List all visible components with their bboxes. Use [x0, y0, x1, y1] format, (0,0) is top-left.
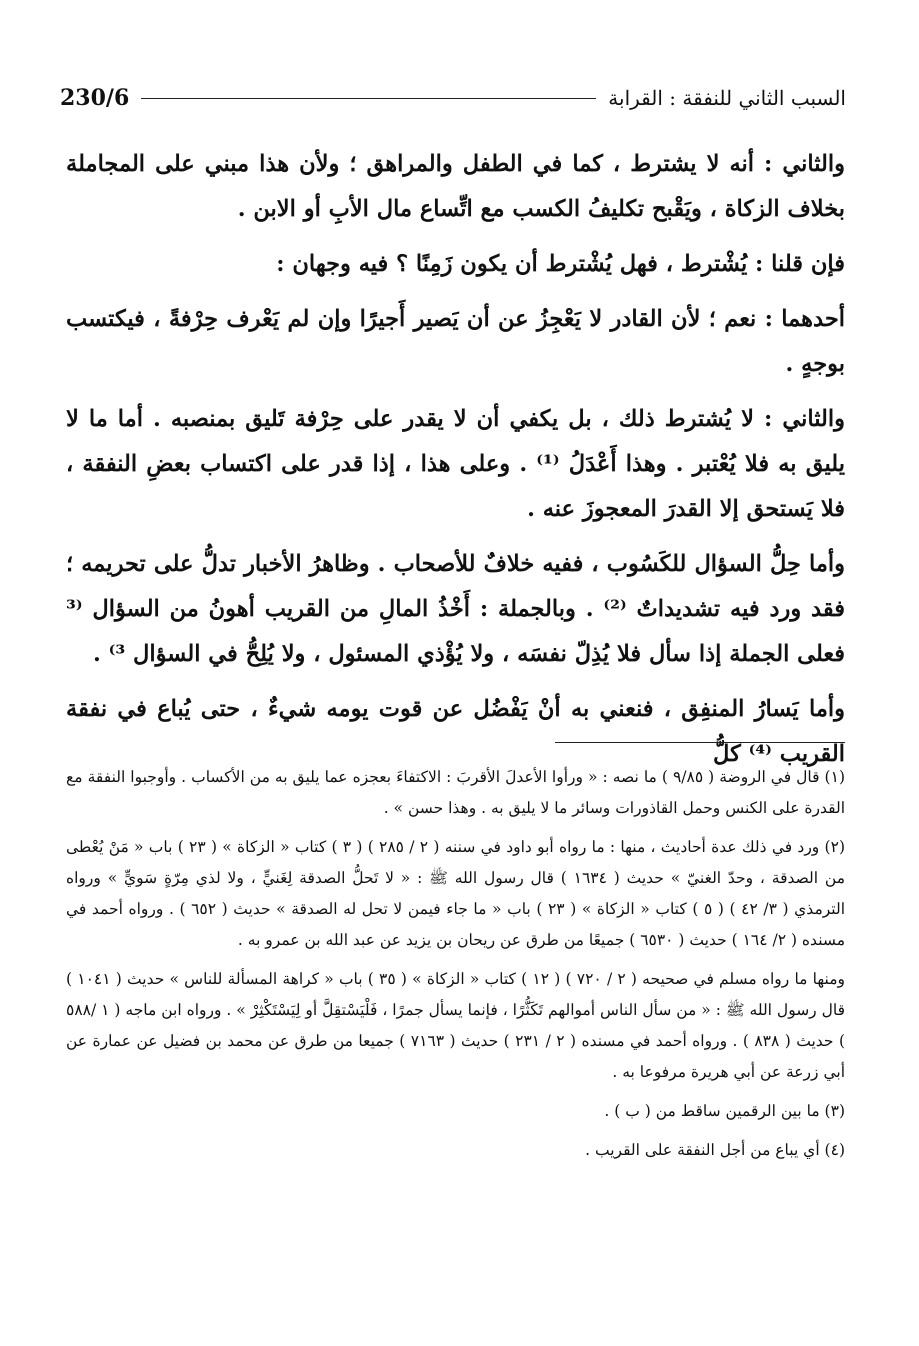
footnotes	[66, 762, 845, 1174]
paragraph: وأما حِلُّ السؤال للكَسُوب ، ففيه خلافٌ للأصحاب . وظاهرُ الأخبار تدلُّ على تحريمه ؛ فقد ورد فيه تشديداتٌ ⁽²⁾ . وبالجملة : أَخْذُ المالِ من القريب أهونُ من السؤال ⁽³ فعلى الجملة إذا سأل فلا يُذِلّ نفسَه ، ولا يُؤْذي المسئول ، ولا يُلِحُّ في السؤال ³⁾ .	[66, 551, 845, 667]
paragraph: والثاني : لا يُشترط ذلك ، بل يكفي أن لا يقدر على حِرْفة تَليق بمنصبه . أما ما لا يليق به فلا يُعْتبر . وهذا أَعْدَلُ ⁽¹⁾ . وعلى هذا ، إذا قدر على اكتساب بعضِ النفقة ، فلا يَستحق إلا القدرَ المعجوزَ عنه .	[66, 406, 845, 522]
footnote: (٤) أي يباع من أجل النفقة على القريب .	[585, 1141, 845, 1159]
paragraph: وأما يَسارُ المنفِق ، فنعني به أنْ يَفْضُل عن قوت يومه شيءٌ ، حتى يُباع في نفقة القريب ⁽⁴⁾ كلُّ	[66, 696, 845, 767]
header-rule	[141, 98, 596, 99]
running-header	[60, 78, 846, 118]
footnote: (٣) ما بين الرقمين ساقط من ( ب ) .	[604, 1102, 845, 1120]
footnote-separator	[555, 742, 845, 743]
footnote: (١) قال في الروضة ( ٩/٨٥ ) ما نصه : « ورأوا الأعدلَ الأقربَ : الاكتفاءَ بعجزه عما يليق به من الأكساب . وأوجبوا النفقة مع القدرة على الكنس وحمل القاذورات وسائر ما لا يليق به . وهذا حسن » .	[66, 768, 845, 817]
running-title: السبب الثاني للنفقة : القرابة	[608, 86, 846, 110]
page-number: 230/6	[60, 85, 130, 111]
main-text	[66, 142, 845, 787]
paragraph: فإن قلنا : يُشْترط ، فهل يُشْترط أن يكون زَمِنًا ؟ فيه وجهان :	[276, 251, 845, 277]
paragraph: أحدهما : نعم ؛ لأن القادر لا يَعْجِزُ عن أن يَصير أَجيرًا وإن لم يَعْرف حِرْفةً ، فيكتسب بوجهٍ .	[66, 306, 845, 377]
footnote: ومنها ما رواه مسلم في صحيحه ( ٢ / ٧٢٠ ) ( ١٢ ) كتاب « الزكاة » ( ٣٥ ) باب « كراهة المسألة للناس » حديث ( ١٠٤١ ) قال رسول الله ﷺ : « من سأل الناس أموالهم تَكَثُّرًا ، فإنما يسأل جمرًا ، فَلْيَسْتقِلَّ أو لِيَسْتَكْثِرْ » . ورواه ابن ماجه ( ١ /٥٨٨ ) حديث ( ٨٣٨ ) . ورواه أحمد في مسنده ( ٢ / ٢٣١ ) حديث ( ٧١٦٣ ) جميعا من طرق عن محمد بن فضيل عن عمارة عن أبي زرعة عن أبي هريرة مرفوعا به .	[66, 970, 846, 1081]
paragraph: والثاني : أنه لا يشترط ، كما في الطفل والمراهق ؛ ولأن هذا مبني على المجاملة بخلاف الزكاة ، ويَقْبح تكليفُ الكسب مع اتِّساع مال الأبِ أو الابن .	[66, 151, 845, 222]
footnote: (٢) ورد في ذلك عدة أحاديث ، منها : ما رواه أبو داود في سننه ( ٢ / ٢٨٥ ) ( ٣ ) كتاب « الزكاة » ( ٢٣ ) باب « مَنْ يُعْطى من الصدقة ، وحدّ الغنيّ » حديث ( ١٦٣٤ ) قال رسول الله ﷺ : « لا تَحلُّ الصدقة لِغَنيٍّ ، ولا لذي مِرّةٍ سَويٍّ » ورواه الترمذي ( ٣/ ٤٢ ) ( ٥ ) كتاب « الزكاة » ( ٢٣ ) باب « ما جاء فيمن لا تحل له الصدقة » حديث ( ٦٥٢ ) . ورواه أحمد في مسنده ( ٢/ ١٦٤ ) حديث ( ٦٥٣٠ ) جميعًا من طرق عن ريحان بن يزيد عن عبد الله بن عمرو به .	[66, 838, 846, 949]
